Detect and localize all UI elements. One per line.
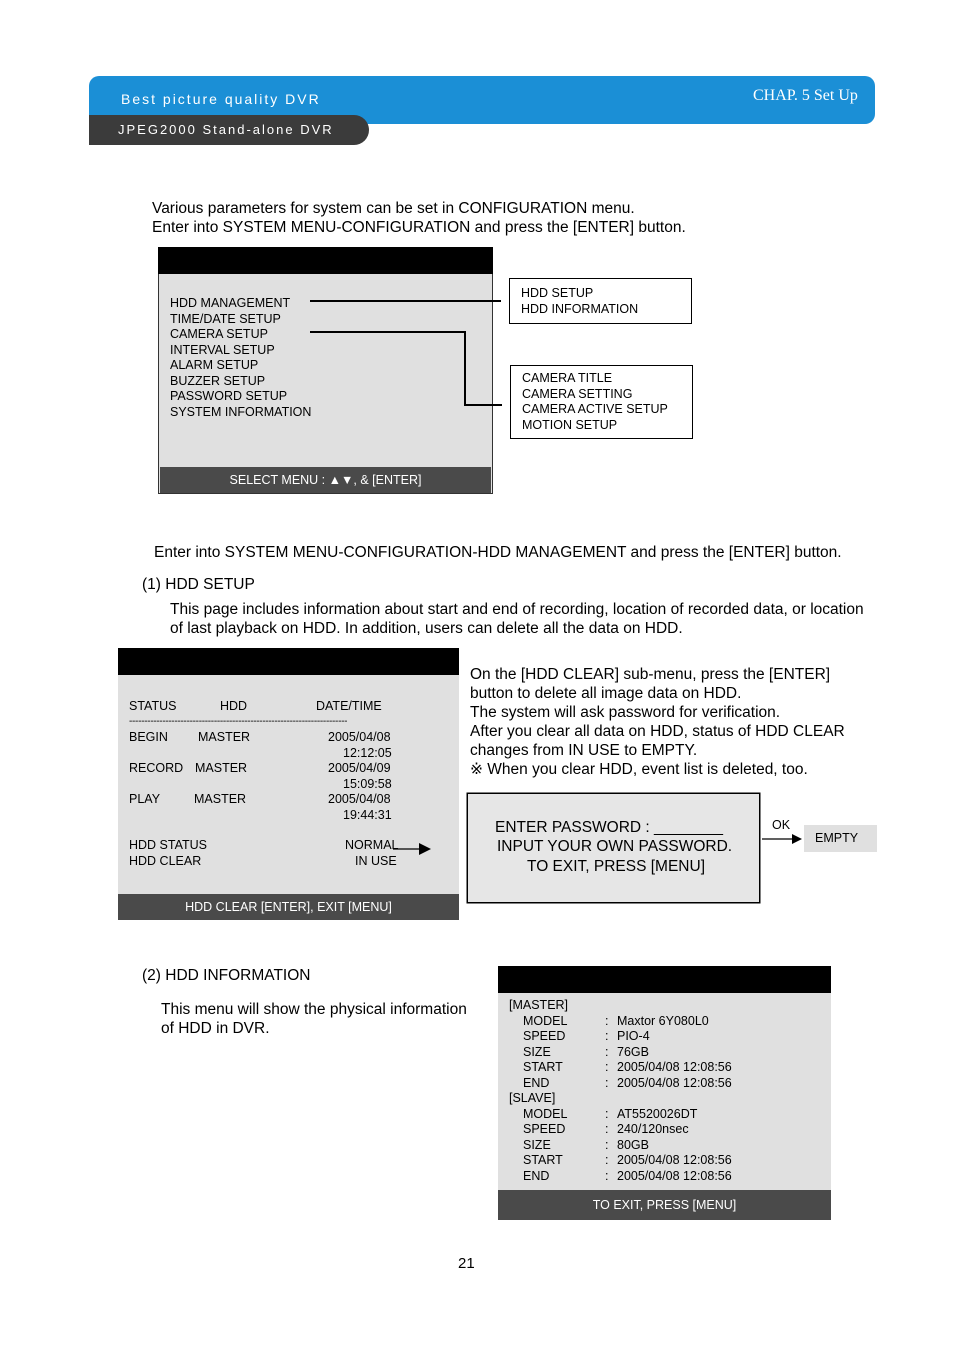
hdd-info-value: PIO-4: [617, 1029, 650, 1043]
hdd-submenu-list: [521, 286, 638, 317]
intro-line-2: Enter into SYSTEM MENU-CONFIGURATION and press the [ENTER] button.: [152, 219, 686, 236]
header-tagline: Best picture quality DVR: [121, 91, 321, 107]
hdd-info-section-label: [SLAVE]: [509, 1091, 556, 1105]
config-menu-item[interactable]: ALARM SETUP: [170, 358, 259, 372]
camera-submenu-item: CAMERA ACTIVE SETUP: [522, 402, 668, 416]
hdd-info-sep: :: [605, 1153, 609, 1167]
hdd-info-titlebar: [498, 966, 831, 993]
hdd-info-sep: :: [605, 1060, 609, 1074]
row-hdd: MASTER: [194, 792, 247, 806]
hdd-info-key: SIZE: [523, 1137, 551, 1152]
hdd-info-sep: :: [605, 1013, 609, 1028]
page-number: 21: [458, 1255, 475, 1272]
col-status-header: STATUS: [129, 699, 177, 713]
config-menu-item[interactable]: CAMERA SETUP: [170, 327, 268, 341]
hdd-info-value: AT5520026DT: [617, 1106, 698, 1121]
config-menu-item[interactable]: HDD MANAGEMENT: [170, 296, 291, 310]
hdd-info-value: 2005/04/08 12:08:56: [617, 1060, 732, 1074]
hdd-clear-value: IN USE: [355, 854, 397, 868]
hdd-info-desc-2: of HDD in DVR.: [161, 1020, 270, 1037]
hdd-info-value: Maxtor 6Y080L0: [617, 1013, 709, 1028]
password-exit-hint: TO EXIT, PRESS [MENU]: [527, 858, 706, 875]
ok-label: OK: [772, 818, 791, 832]
hdd-info-sep: :: [605, 1044, 609, 1059]
config-menu-titlebar: [158, 247, 493, 274]
row-time: 19:44:31: [343, 808, 392, 822]
row-hdd: MASTER: [198, 730, 251, 744]
hdd-info-key: SPEED: [523, 1122, 566, 1136]
config-menu-list: [170, 296, 311, 420]
hdd-info-value: 2005/04/08 12:08:56: [617, 1168, 732, 1183]
ok-arrow-icon: [762, 832, 804, 846]
hdd-info-value: 240/120nsec: [617, 1122, 689, 1136]
hdd-clear-note-line: After you clear all data on HDD, status of HDD CLEAR: [470, 723, 845, 740]
row-status: PLAY: [129, 792, 161, 806]
row-time: 15:09:58: [343, 777, 392, 791]
hdd-setup-footer: HDD CLEAR [ENTER], EXIT [MENU]: [118, 894, 459, 920]
hdd-info-value: 80GB: [617, 1137, 649, 1152]
hdd-info-footer: TO EXIT, PRESS [MENU]: [498, 1190, 831, 1220]
hdd-clear-note-line: ※ When you clear HDD, event list is deleted, too.: [470, 761, 808, 778]
hdd-status-value: NORMAL: [345, 838, 399, 852]
hdd-info-key: END: [523, 1075, 550, 1090]
hdd-submenu-item: HDD SETUP: [521, 286, 594, 300]
hdd-info-section-label: [MASTER]: [509, 998, 569, 1012]
hdd-setup-titlebar: [118, 648, 459, 675]
hdd-clear-note-line: changes from IN USE to EMPTY.: [470, 742, 698, 759]
hdd-setup-panel: [118, 648, 459, 920]
hdd-info-value: 2005/04/08 12:08:56: [617, 1075, 732, 1090]
camera-submenu-list: [522, 371, 668, 433]
row-status: RECORD: [129, 761, 184, 775]
row-time: 12:12:05: [343, 746, 392, 760]
connector-camera-h2: [464, 404, 502, 406]
col-datetime-header: DATE/TIME: [316, 699, 382, 713]
hdd-info-value: 2005/04/08 12:08:56: [617, 1153, 732, 1167]
hdd-info-sep: :: [605, 1168, 609, 1183]
hdd-info-key: MODEL: [523, 1106, 568, 1121]
hdd-status-label: HDD STATUS: [129, 838, 208, 852]
hdd-clear-note-line: button to delete all image data on HDD.: [470, 685, 742, 702]
config-menu-footer: SELECT MENU : ▲▼, & [ENTER]: [160, 467, 491, 493]
table-divider: ------------------------------------------------------------------------: [129, 716, 348, 727]
intro-line-1: Various parameters for system can be set in CONFIGURATION menu.: [152, 200, 635, 217]
config-menu-item[interactable]: BUZZER SETUP: [170, 373, 266, 388]
hdd-info-key: START: [523, 1153, 563, 1167]
hdd-clear-label: HDD CLEAR: [129, 854, 202, 868]
hdd-info-sep: :: [605, 1029, 609, 1043]
hdd-info-desc-1: This menu will show the physical information: [161, 1001, 467, 1018]
password-prompt[interactable]: ENTER PASSWORD : ________: [495, 819, 723, 836]
row-status: BEGIN: [129, 730, 168, 744]
connector-hdd: [310, 300, 501, 302]
row-date: 2005/04/08: [328, 730, 391, 744]
arrow-right-icon: [393, 841, 433, 857]
connector-camera-h1: [310, 331, 465, 333]
config-menu-item[interactable]: TIME/DATE SETUP: [170, 311, 281, 326]
password-instruction: INPUT YOUR OWN PASSWORD.: [497, 838, 733, 855]
hdd-clear-note-line: On the [HDD CLEAR] sub-menu, press the [ENTER]: [470, 666, 831, 683]
hdd-clear-notes: [470, 665, 845, 779]
connector-camera-v: [464, 331, 466, 405]
hdd-info-key: SIZE: [523, 1044, 551, 1059]
row-date: 2005/04/08: [328, 792, 391, 806]
hdd-submenu-item: HDD INFORMATION: [521, 301, 639, 316]
hdd-info-heading: (2) HDD INFORMATION: [142, 967, 311, 984]
col-hdd-header: HDD: [220, 699, 248, 713]
config-menu-item[interactable]: SYSTEM INFORMATION: [170, 404, 312, 419]
config-menu-item[interactable]: PASSWORD SETUP: [170, 389, 288, 403]
camera-submenu-item: MOTION SETUP: [522, 417, 618, 432]
hdd-info-sep: :: [605, 1137, 609, 1152]
hdd-info-sep: :: [605, 1106, 609, 1121]
camera-submenu-item: CAMERA TITLE: [522, 371, 613, 385]
hdd-info-value: 76GB: [617, 1044, 649, 1059]
hdd-setup-heading: (1) HDD SETUP: [142, 576, 255, 593]
hdd-info-key: START: [523, 1060, 563, 1074]
empty-status-label: EMPTY: [815, 831, 859, 845]
header-subtitle: JPEG2000 Stand-alone DVR: [118, 122, 334, 137]
hdd-info-key: MODEL: [523, 1013, 568, 1028]
camera-submenu-item: CAMERA SETTING: [522, 386, 633, 401]
chapter-label: CHAP. 5 Set Up: [753, 87, 858, 104]
hdd-setup-desc-1: This page includes information about start and end of recording, location of recorded data, or location: [170, 601, 864, 618]
hdd-info-key: SPEED: [523, 1029, 566, 1043]
row-date: 2005/04/09: [328, 761, 391, 775]
hdd-setup-desc-2: of last playback on HDD. In addition, users can delete all the data on HDD.: [170, 620, 683, 637]
hdd-clear-note-line: The system will ask password for verification.: [470, 704, 781, 721]
hdd-info-sep: :: [605, 1075, 609, 1090]
hdd-info-key: END: [523, 1168, 550, 1183]
hdd-info-sep: :: [605, 1122, 609, 1136]
hdd-mgmt-intro: Enter into SYSTEM MENU-CONFIGURATION-HDD MANAGEMENT and press the [ENTER] button.: [154, 544, 842, 561]
row-hdd: MASTER: [195, 761, 248, 775]
config-menu-item[interactable]: INTERVAL SETUP: [170, 342, 275, 357]
